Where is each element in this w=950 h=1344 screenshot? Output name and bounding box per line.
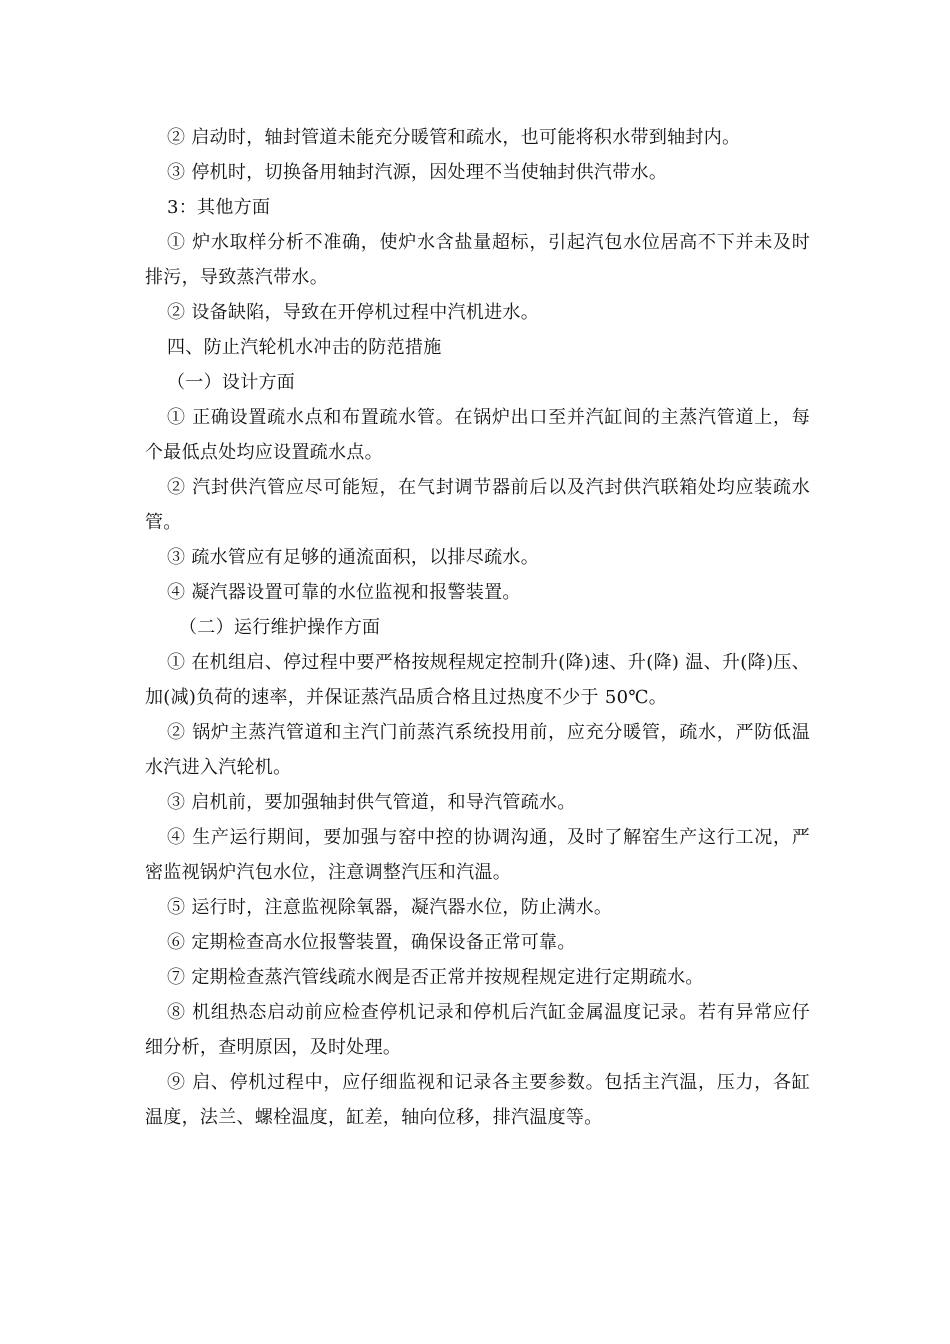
document-body (145, 120, 810, 1135)
paragraph-hot-start-records: ⑧ 机组热态启动前应检查停机记录和停机后汽缸金属温度记录。若有异常应仔细分析，查明原因，及时处理。 (145, 1002, 810, 1058)
heading-prevention-measures: 四、防止汽轮机水冲击的防范措施 (167, 337, 442, 358)
paragraph-deaerator-level: ⑤ 运行时，注意监视除氧器，凝汽器水位，防止满水。 (167, 897, 613, 918)
paragraph-high-level-alarm: ⑥ 定期检查高水位报警装置，确保设备正常可靠。 (167, 932, 576, 953)
paragraph-startup-rates: ① 在机组启、停过程中要严格按规程规定控制升(降)速、升(降) 温、升(降)压、加(减)负荷的速率，并保证蒸汽品质合格且过热度不少于 50℃。 (145, 652, 810, 708)
paragraph-condenser-alarm: ④ 凝汽器设置可靠的水位监视和报警装置。 (167, 582, 521, 603)
paragraph-drain-pipe-area: ③ 疏水管应有足够的通流面积，以排尽疏水。 (167, 547, 540, 568)
heading-other-aspects: 3：其他方面 (167, 197, 271, 218)
heading-design-aspects: （一）设计方面 (167, 372, 296, 393)
paragraph-shutdown-gland-seal: ③ 停机时，切换备用轴封汽源，因处理不当使轴封供汽带水。 (167, 162, 668, 183)
paragraph-seal-supply-pipe: ② 汽封供汽管应尽可能短，在气封调节器前后以及汽封供汽联箱处均应装疏水管。 (145, 477, 810, 533)
paragraph-main-steam-warmup: ② 锅炉主蒸汽管道和主汽门前蒸汽系统投用前，应充分暖管，疏水，严防低温水汽进入汽轮机。 (145, 722, 810, 778)
paragraph-drain-points: ① 正确设置疏水点和布置疏水管。在锅炉出口至并汽缸间的主蒸汽管道上，每个最低点处均应设置疏水点。 (145, 407, 810, 463)
paragraph-drain-valve-check: ⑦ 定期检查蒸汽管线疏水阀是否正常并按规程规定进行定期疏水。 (167, 967, 704, 988)
paragraph-pre-start-drain: ③ 启机前，要加强轴封供气管道，和导汽管疏水。 (167, 792, 576, 813)
paragraph-boiler-water-sampling: ① 炉水取样分析不准确，使炉水含盐量超标，引起汽包水位居高不下并未及时排污，导致蒸汽带水。 (145, 232, 810, 288)
paragraph-parameter-monitoring: ⑨ 启、停机过程中，应仔细监视和记录各主要参数。包括主汽温，压力，各缸温度，法兰、螺栓温度，缸差，轴向位移，排汽温度等。 (145, 1072, 810, 1128)
paragraph-equipment-defects: ② 设备缺陷，导致在开停机过程中汽机进水。 (167, 302, 540, 323)
paragraph-kiln-coordination: ④ 生产运行期间，要加强与窑中控的协调沟通，及时了解窑生产这行工况，严密监视锅炉汽包水位，注意调整汽压和汽温。 (145, 827, 810, 883)
heading-operation-maintenance: （二）运行维护操作方面 (179, 617, 381, 638)
paragraph-startup-gland-seal: ② 启动时，轴封管道未能充分暖管和疏水，也可能将积水带到轴封内。 (167, 127, 741, 148)
